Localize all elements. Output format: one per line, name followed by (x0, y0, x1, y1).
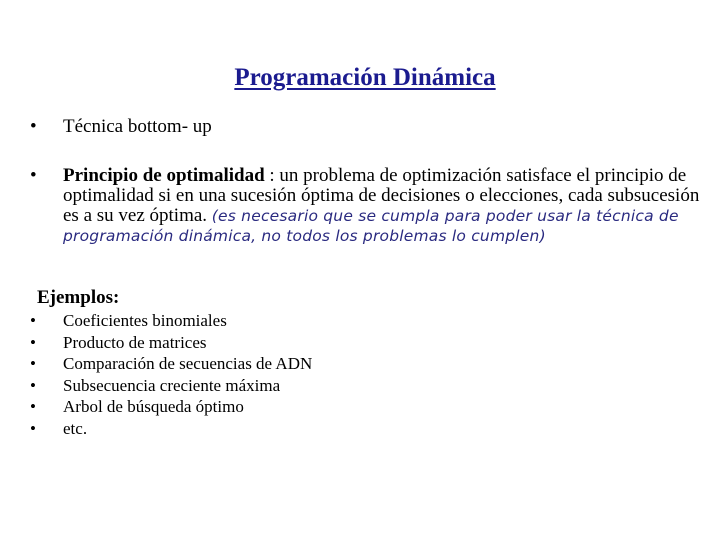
bullet-marker: • (30, 397, 36, 417)
bullet-text: : un problema de optimización satisface el principio de optimalidad si en una sucesión óptima de decisiones o elecciones, cada subsucesión es a su vez óptima. (63, 165, 700, 226)
bullet-content (63, 166, 710, 246)
list-item-text: Comparación de secuencias de ADN (63, 354, 313, 374)
bullet-note: (es necesario que se cumpla para poder usar la técnica de programación dinámica, no todos los problemas lo cumplen) (63, 207, 679, 245)
list-item (30, 310, 312, 332)
list-item-text: Arbol de búsqueda óptimo (63, 397, 244, 417)
list-item-text: Coeficientes binomiales (63, 311, 227, 330)
bullet-term: Principio de optimalidad (63, 165, 265, 186)
examples-list (30, 310, 312, 440)
list-item (30, 332, 312, 354)
bullet-text: Técnica bottom- up (63, 116, 212, 137)
list-item (30, 353, 312, 375)
bullet-item (30, 166, 710, 246)
list-item (30, 418, 312, 440)
list-item (30, 396, 312, 418)
bullet-item (30, 117, 710, 137)
list-item-text: Producto de matrices (63, 332, 207, 352)
bullet-marker: • (30, 165, 37, 186)
bullet-marker: • (30, 332, 36, 352)
bullet-marker: • (30, 375, 36, 395)
bullet-marker: • (30, 354, 36, 374)
list-item-text: etc. (63, 418, 88, 438)
slide-title: Programación Dinámica (234, 64, 496, 91)
examples-heading: Ejemplos: (37, 287, 120, 308)
bullet-marker: • (30, 311, 36, 330)
list-item (30, 375, 312, 397)
bullet-marker: • (30, 116, 37, 137)
bullet-marker: • (30, 418, 36, 438)
list-item-text: Subsecuencia creciente máxima (63, 375, 281, 395)
